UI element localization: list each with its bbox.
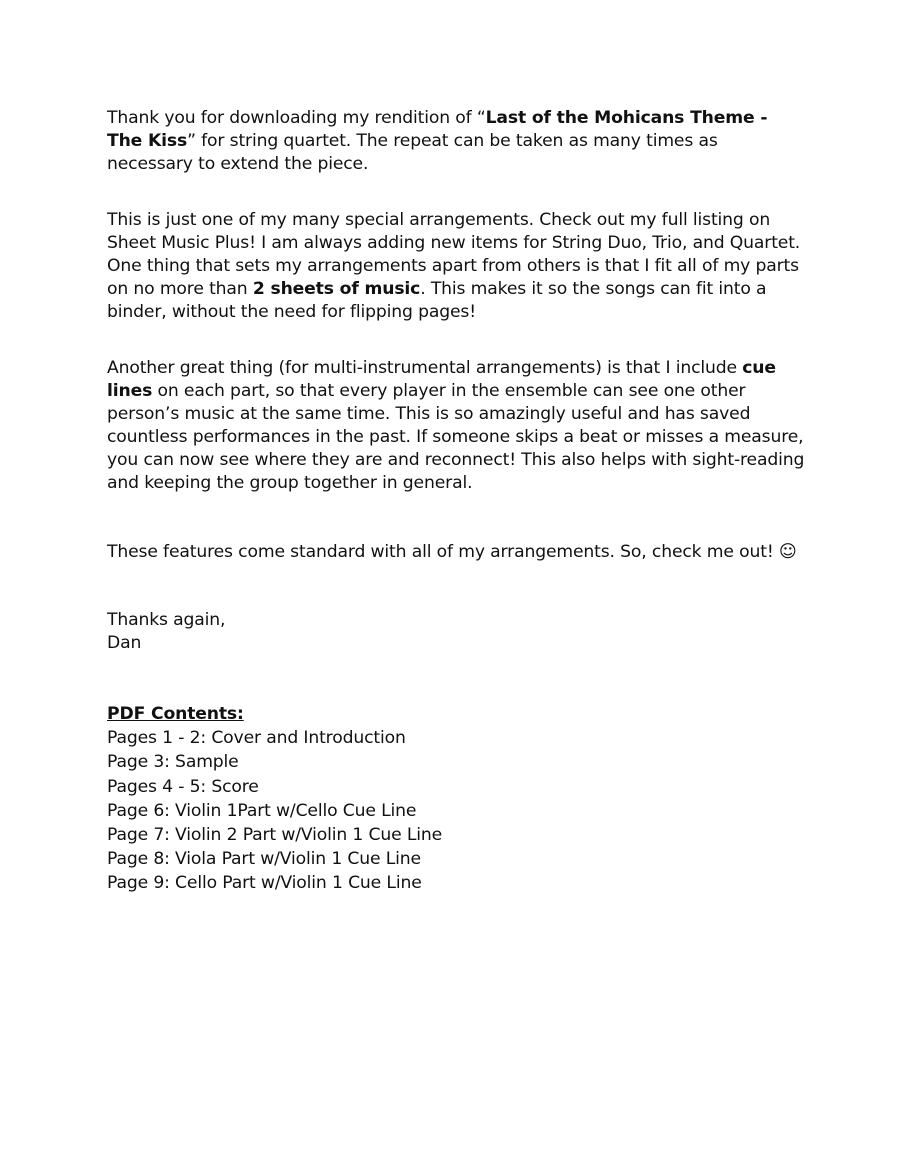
toc-item: Page 6: Violin 1Part w/Cello Cue Line <box>107 800 417 821</box>
sheets-highlight: 2 sheets of music <box>252 279 421 299</box>
document-body <box>107 107 807 895</box>
signoff-thanks: Thanks again, <box>107 610 226 630</box>
toc-item: Pages 1 - 2: Cover and Introduction <box>107 728 406 749</box>
pdf-contents <box>107 703 807 895</box>
toc-item: Page 8: Viola Part w/Violin 1 Cue Line <box>107 849 421 870</box>
cue-lines-text-start: Another great thing (for multi-instrumental arrangements) is that I include <box>107 358 743 378</box>
arrangements-text-start: This is just one of my many special arrangements. Check out my full listing on Sheet Music Plus! I am always adding new items for String Duo, Trio, and Quartet. One thing that sets my arrangements apart from others is that I fit all of my parts on no more than <box>107 210 801 299</box>
toc-item: Page 9: Cello Part w/Violin 1 Cue Line <box>107 873 422 894</box>
arrangements-text-end: . This makes it so the songs can fit into a binder, without the need for flipping pages! <box>107 279 767 322</box>
toc-item: Page 7: Violin 2 Part w/Violin 1 Cue Line <box>107 824 443 845</box>
pdf-contents-heading: PDF Contents: <box>107 704 244 724</box>
arrangements-paragraph <box>107 209 807 324</box>
features-paragraph: These features come standard with all of my arrangements. So, check me out! ☺ <box>107 542 797 562</box>
intro-text-end: ” for string quartet. The repeat can be taken as many times as necessary to extend the piece. <box>107 131 718 174</box>
cue-lines-highlight: cue lines <box>107 358 776 401</box>
intro-paragraph <box>107 107 807 176</box>
cue-lines-paragraph <box>107 357 807 495</box>
piece-title: Last of the Mohicans Theme - The Kiss <box>107 108 768 151</box>
cue-lines-text-end: on each part, so that every player in the ensemble can see one other person’s music at the same time. This is so amazingly useful and has saved countless performances in the past. If someone skips a beat or misses a measure, you can now see where they are and reconnect! This also helps with sight-reading and keeping the group together in general. <box>107 381 805 493</box>
signoff <box>107 609 807 655</box>
intro-text-start: Thank you for downloading my rendition of “ <box>107 108 486 128</box>
signoff-name: Dan <box>107 633 142 653</box>
toc-item: Page 3: Sample <box>107 752 239 773</box>
toc-item: Pages 4 - 5: Score <box>107 776 259 797</box>
